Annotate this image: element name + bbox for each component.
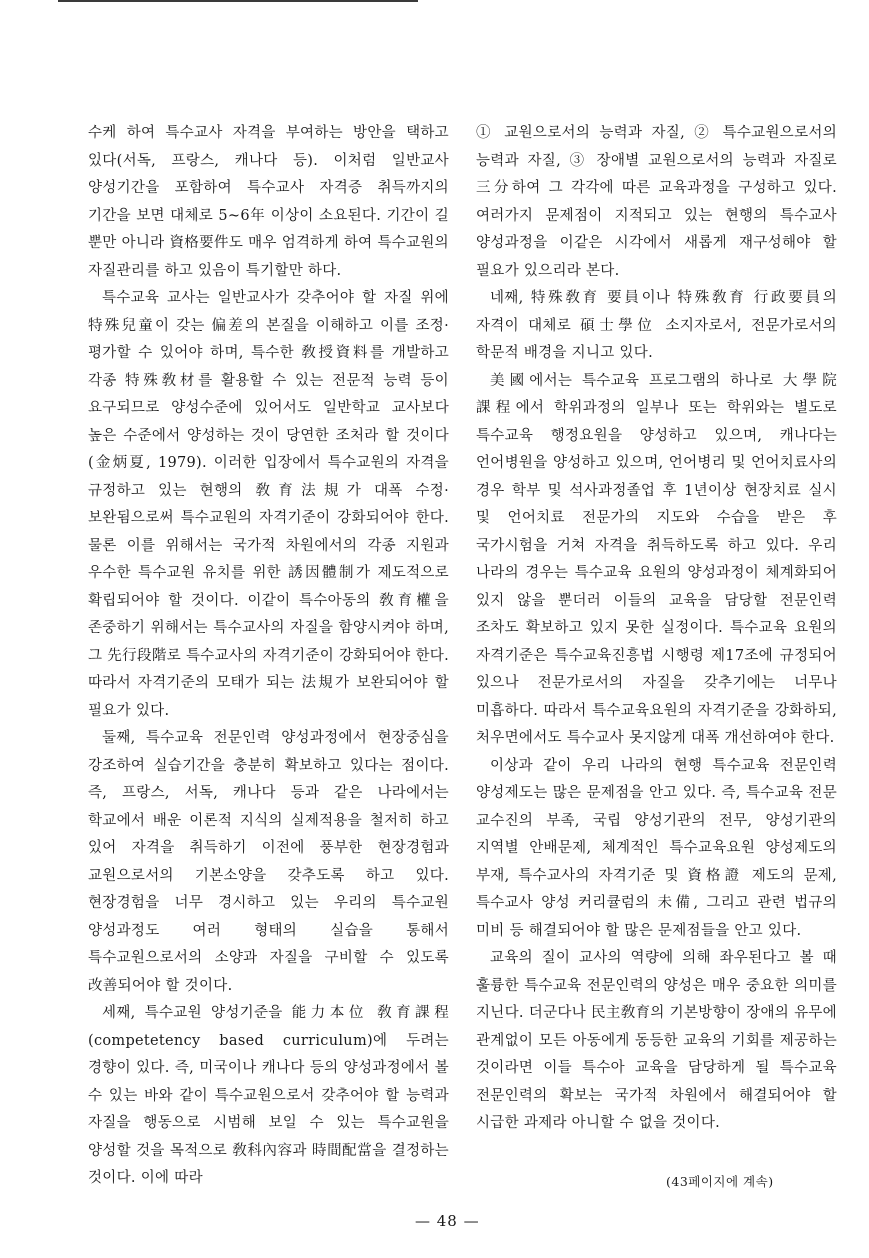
paragraph: ① 교원으로서의 능력과 자질, ② 특수교원으로서의 능력과 자질, ③ 장애별 교원으로서의 능력과 자질로 三分하여 그 각각에 따른 교육과정을 구성하고 있다. 여러가지 문제점이 지적되고 있는 현행의 특수교사 양성과정을 이같은 시각에서 새롭게 재구성해야 할 필요가 있으리라 본다. bbox=[476, 125, 837, 279]
paragraph: 수케 하여 특수교사 자격을 부여하는 방안을 택하고 있다(서독, 프랑스, 캐나다 등). 이처럼 일반교사 양성기간을 포함하여 특수교사 자격증 취득까지의 기간을 보면 대체로 5~6年 이상이 소요된다. 기간이 길 뿐만 아니라 資格要件도 매우 엄격하게 하여 특수교원의 자질관리를 하고 있음이 특기할만 하다. bbox=[88, 125, 449, 279]
paragraph: 네째, 特殊敎育 要員이나 特殊敎育 行政要員의 자격이 대체로 碩士學位 소지자로서, 전문가로서의 학문적 배경을 지니고 있다. bbox=[476, 290, 837, 361]
paragraph: 세째, 특수교원 양성기준을 能力本位 敎育課程(competetency based curriculum)에 두려는 경향이 있다. 즉, 미국이나 캐나다 등의 양성과정에서 볼 수 있는 바와 같이 특수교원으로서 갖추어야 할 능력과 자질을 행동으로 시범해 보일 수 있는 특수교원을 양성할 것을 목적으로 敎科內容과 時間配當을 결정하는 것이다. 이에 따라 bbox=[88, 1005, 449, 1186]
right-column bbox=[476, 120, 837, 1138]
continuation-note: (43페이지에 계속) bbox=[666, 1174, 774, 1189]
left-column bbox=[88, 120, 449, 1193]
paragraph: 교육의 질이 교사의 역량에 의해 좌우된다고 볼 때 훌륭한 특수교육 전문인력의 양성은 매우 중요한 의미를 지닌다. 더군다나 民主敎育의 기본방향이 장애의 유무에 관계없이 모든 아동에게 동등한 교육의 기회를 제공하는 것이라면 이들 특수아 교육을 담당하게 될 특수교육 전문인력의 확보는 국가적 차원에서 해결되어야 할 시급한 과제라 아니할 수 없을 것이다. bbox=[476, 950, 837, 1131]
paragraph: 둘째, 특수교육 전문인력 양성과정에서 현장중심을 강조하여 실습기간을 충분히 확보하고 있다는 점이다. 즉, 프랑스, 서독, 캐나다 등과 같은 나라에서는 학교에서 배운 이론적 지식의 실제적용을 철저히 하고 있어 자격을 취득하기 이전에 풍부한 현장경험과 교원으로서의 기본소양을 갖추도록 하고 있다. 현장경험을 너무 경시하고 있는 우리의 특수교원 양성과정도 여러 형태의 실습을 통해서 특수교원으로서의 소양과 자질을 구비할 수 있도록 改善되어야 할 것이다. bbox=[88, 730, 449, 994]
paragraph: 이상과 같이 우리 나라의 현행 특수교육 전문인력 양성제도는 많은 문제점을 안고 있다. 즉, 특수교육 전문 교수진의 부족, 국립 양성기관의 전무, 양성기관의 지역별 안배문제, 체계적인 특수교육요원 양성제도의 부재, 특수교사의 자격기준 및 資格證 제도의 문제, 특수교사 양성 커리큘럼의 未備, 그리고 관련 법규의 미비 등 해결되어야 할 많은 문제점들을 안고 있다. bbox=[476, 757, 837, 939]
top-rule bbox=[58, 0, 418, 2]
paragraph: 특수교육 교사는 일반교사가 갖추어야 할 자질 위에 特殊兒童이 갖는 偏差의 본질을 이해하고 이를 조정·평가할 수 있어야 하며, 특수한 敎授資料를 개발하고 각종 特殊敎材를 활용할 수 있는 전문적 능력 등이 요구되므로 양성수준에 있어서도 일반학교 교사보다 높은 수준에서 양성하는 것이 당연한 조처라 할 것이다(金炳夏, 1979). 이러한 입장에서 특수교원의 자격을 규정하고 있는 현행의 敎育法規가 대폭 수정·보완됨으로써 특수교원의 자격기준이 강화되어야 한다. 물론 이를 위해서는 국가적 차원에서의 각종 지원과 우수한 특수교원 유치를 위한 誘因體制가 제도적으로 확립되어야 할 것이다. 이같이 특수아동의 敎育權을 존중하기 위해서는 특수교사의 자질을 함양시켜야 하며, 그 先行段階로 특수교사의 자격기준이 강화되어야 한다. 따라서 자격기준의 모태가 되는 法規가 보완되어야 할 필요가 있다. bbox=[88, 290, 449, 719]
page-number: — 48 — bbox=[415, 1212, 480, 1230]
paragraph: 美國에서는 특수교육 프로그램의 하나로 大學院 課程에서 학위과정의 일부나 또는 학위와는 별도로 특수교육 행정요원을 양성하고 있으며, 캐나다는 언어병원을 양성하고 있으며, 언어병리 및 언어치료사의 경우 학부 및 석사과정졸업 후 1년이상 현장치료 실시 및 언어치료 전문가의 지도와 수습을 받은 후 국가시험을 거쳐 자격을 취득하도록 하고 있다. 우리 나라의 경우는 특수교육 요원의 양성과정이 체계화되어 있지 않을 뿐더러 이들의 교육을 담당할 전문인력 조차도 확보하고 있지 못한 실정이다. 특수교육 요원의 자격기준은 특수교육진흥법 시행령 제17조에 규정되어 있으나 전문가로서의 자질을 갖추기에는 너무나 미흡하다. 따라서 특수교육요원의 자격기준을 강화하되, 처우면에서도 특수교사 못지않게 대폭 개선하여야 한다. bbox=[476, 372, 837, 746]
